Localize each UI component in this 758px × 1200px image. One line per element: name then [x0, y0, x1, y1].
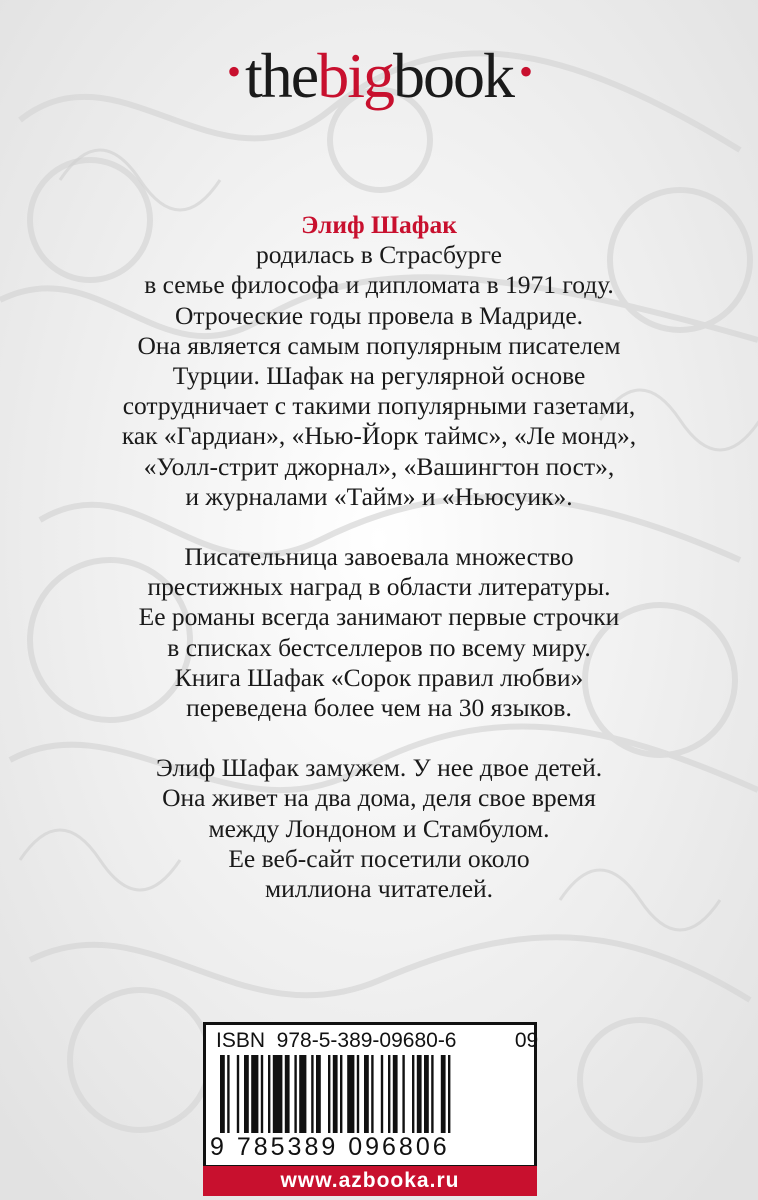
barcode-bar [381, 1055, 383, 1133]
barcode-bars [220, 1055, 520, 1133]
family-paragraph [60, 753, 698, 904]
text-line: Писательница завоевала множество [184, 542, 574, 572]
barcode-bar [261, 1055, 263, 1133]
barcode-bar [316, 1055, 321, 1133]
barcode-bar [371, 1055, 373, 1133]
text-line: Ее веб-сайт посетили около [228, 843, 530, 873]
barcode-bar [393, 1055, 398, 1133]
barcode-bar [441, 1055, 446, 1133]
barcode-bar [357, 1055, 359, 1133]
barcode-bar [268, 1055, 270, 1133]
barcode-bar [347, 1055, 354, 1133]
logo-book: book [392, 40, 513, 111]
text-line: в списках бестселлеров по всему миру. [167, 632, 591, 662]
barcode-bar [311, 1055, 313, 1133]
annotation-text [60, 210, 698, 904]
barcode-bar [299, 1055, 306, 1133]
barcode-bar [220, 1055, 225, 1133]
publisher-logo [0, 40, 758, 111]
author-name: Элиф Шафак [301, 210, 457, 239]
barcode-bar [340, 1055, 342, 1133]
barcode-bar [294, 1055, 296, 1133]
text-line: Элиф Шафак замужем. У нее двое детей. [155, 753, 603, 783]
text-line: Отроческие годы провела в Мадриде. [174, 300, 584, 330]
barcode-bar [402, 1055, 404, 1133]
barcode-bar [273, 1055, 283, 1133]
text-line: Турции. Шафак на регулярной основе [172, 361, 586, 391]
barcode-bar [448, 1055, 450, 1133]
barcode-bar [412, 1055, 414, 1133]
text-line: престижных наград в области литературы. [147, 572, 611, 602]
barcode-bar [431, 1055, 433, 1133]
logo-big: big [317, 40, 393, 111]
text-line: родилась в Страсбурге [256, 240, 502, 270]
text-line: и журналами «Тайм» и «Ньюсуик». [185, 481, 573, 511]
text-line: Она живет на два дома, деля свое время [162, 783, 596, 813]
text-line: в семье философа и дипломата в 1971 году. [144, 270, 614, 300]
bio-paragraph [60, 240, 698, 512]
text-line: Она является самым популярным писателем [137, 330, 621, 360]
logo-left-dot: • [227, 49, 240, 94]
publisher-website[interactable]: www.azbooka.ru [203, 1166, 537, 1196]
text-line: Книга Шафак «Сорок правил любви» [174, 662, 584, 692]
barcode-bar [251, 1055, 258, 1133]
barcode-block [203, 1022, 537, 1168]
barcode-bar [417, 1055, 422, 1133]
logo-right-dot: • [518, 49, 531, 94]
text-line: Ее романы всегда занимают первые строчки [138, 602, 620, 632]
text-line: переведена более чем на 30 языков. [186, 693, 572, 723]
text-line: между Лондоном и Стамбулом. [208, 813, 550, 843]
text-line: «Уолл-стрит джорнал», «Вашингтон пост», [143, 451, 615, 481]
awards-paragraph [60, 542, 698, 723]
logo-the: the [245, 40, 318, 111]
barcode-bar [328, 1055, 330, 1133]
barcode-bar [333, 1055, 338, 1133]
barcode-bar [424, 1055, 429, 1133]
barcode-bar [285, 1055, 290, 1133]
barcode-bar [388, 1055, 390, 1133]
barcode-bar [364, 1055, 369, 1133]
barcode-bar [244, 1055, 249, 1133]
barcode-number: 9 785389 096806 [210, 1133, 450, 1161]
barcode-bar [227, 1055, 229, 1133]
text-line: как «Гардиан», «Нью-Йорк таймс», «Ле монд», [121, 421, 637, 451]
isbn-label: ISBN 978-5-389-09680-6 09 [216, 1029, 539, 1052]
text-line: сотрудничает с такими популярными газетами, [122, 391, 636, 421]
text-line: миллиона читателей. [264, 874, 494, 904]
barcode-bar [237, 1055, 239, 1133]
